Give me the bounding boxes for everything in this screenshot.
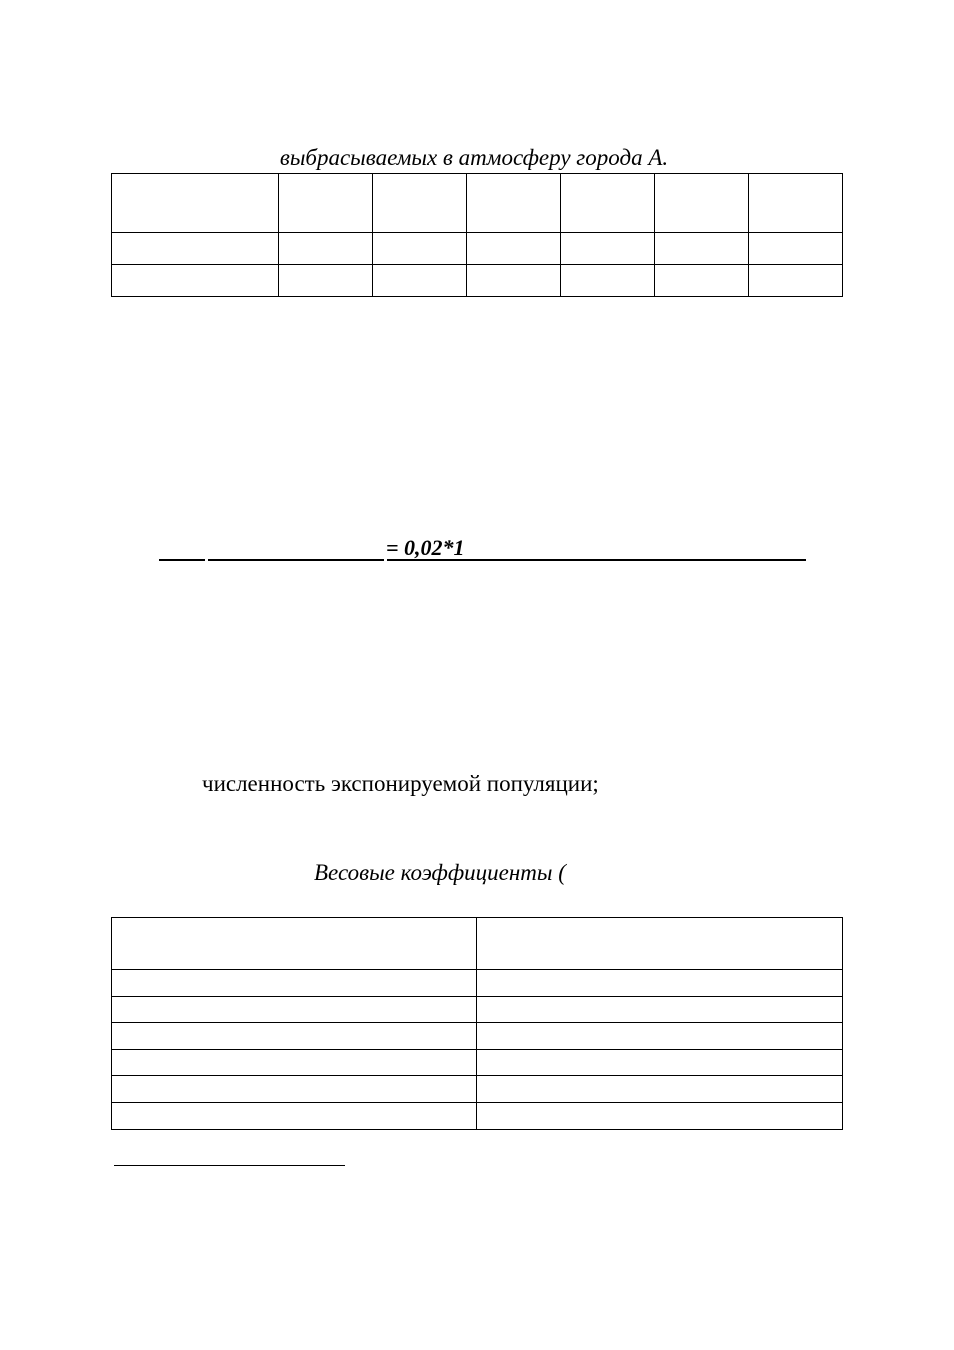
table-cell <box>112 1023 477 1050</box>
table-cell <box>476 1076 843 1103</box>
table-cell <box>749 174 843 233</box>
table1-caption <box>0 144 954 172</box>
table-cell <box>749 233 843 265</box>
table-cell <box>655 233 749 265</box>
table-cell <box>467 174 561 233</box>
population-definition: численность экспонируемой популяции; <box>202 771 599 796</box>
table-cell <box>655 265 749 297</box>
table-cell <box>476 1023 843 1050</box>
table-cell <box>112 174 279 233</box>
table-cell <box>112 1102 477 1129</box>
table-cell <box>561 174 655 233</box>
table-cell <box>476 1102 843 1129</box>
table-row <box>112 918 843 970</box>
emissions-table <box>111 173 843 297</box>
table-cell <box>476 1049 843 1076</box>
table-cell <box>373 265 467 297</box>
table-cell <box>373 233 467 265</box>
weight-coefficients-table <box>111 917 843 1130</box>
table-cell <box>561 233 655 265</box>
table-cell <box>112 970 477 997</box>
table2-caption: Весовые коэффициенты ( <box>314 860 566 885</box>
table-row <box>112 233 843 265</box>
table-cell <box>476 918 843 970</box>
table-cell <box>561 265 655 297</box>
formula-text: = 0,02*1 <box>386 535 465 560</box>
table-row <box>112 1049 843 1076</box>
table-cell <box>112 996 477 1023</box>
table-cell <box>112 1049 477 1076</box>
table-cell <box>112 233 279 265</box>
table-cell <box>467 233 561 265</box>
table-cell <box>749 265 843 297</box>
table-cell <box>476 970 843 997</box>
table-cell <box>467 265 561 297</box>
table-cell <box>476 996 843 1023</box>
formula-underline-segment <box>159 559 205 561</box>
formula-underline-segment <box>208 559 384 561</box>
table-cell <box>373 174 467 233</box>
table-row <box>112 1102 843 1129</box>
table-cell <box>279 233 373 265</box>
table-row <box>112 174 843 233</box>
table-row <box>112 970 843 997</box>
table-cell <box>112 918 477 970</box>
table-cell <box>279 265 373 297</box>
table-cell <box>112 265 279 297</box>
table-row <box>112 1023 843 1050</box>
table-row <box>112 1076 843 1103</box>
table-cell <box>655 174 749 233</box>
table1-caption-text: выбрасываемых в атмосферу города А. <box>279 145 669 170</box>
table-row <box>112 996 843 1023</box>
footnote-separator <box>114 1165 345 1166</box>
table-cell <box>112 1076 477 1103</box>
table-cell <box>279 174 373 233</box>
table-row <box>112 265 843 297</box>
